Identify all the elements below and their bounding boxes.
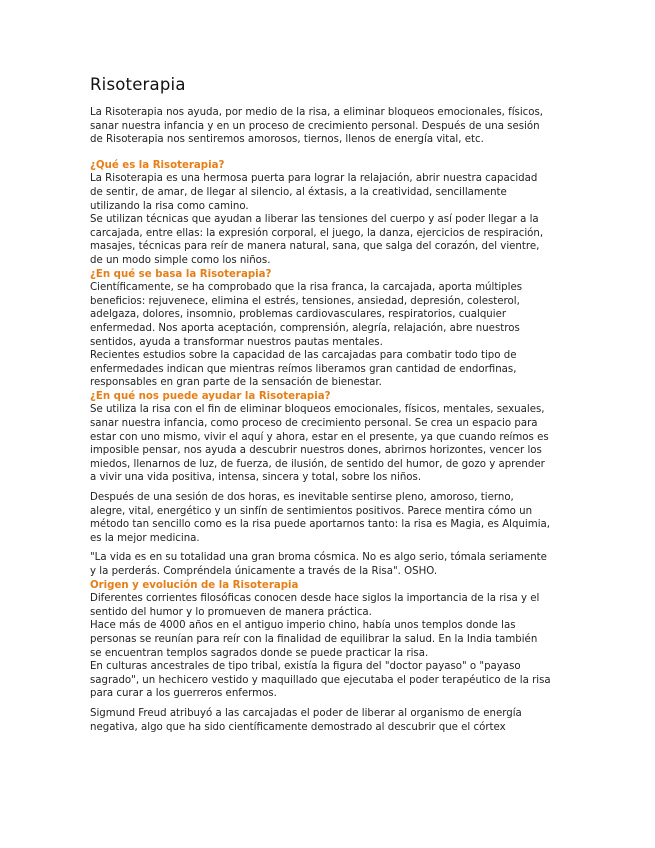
quote-paragraph: "La vida es en su totalidad una gran broma cósmica. No es algo serio, tómala seriamente y la perderás. Compréndela únicamente a través de la Risa". OSHO. (90, 552, 547, 577)
page-title: Risoterapia (90, 75, 186, 94)
section-paragraph: La Risoterapia es una hermosa puerta para lograr la relajación, abrir nuestra capacidad de sentir, de amar, de llegar al silencio, al éxtasis, a la creatividad, sencillamente utilizando la risa como camino. (90, 173, 538, 212)
section-paragraph: Hace más de 4000 años en el antiguo imperio chino, había unos templos donde las personas se reunían para reír con la finalidad de equilibrar la salud. En la India también se encuentran templos sagrados donde se puede practicar la risa. (90, 620, 538, 659)
section-paragraph: Recientes estudios sobre la capacidad de las carcajadas para combatir todo tipo de enfermedades indican que mientras reímos liberamos gran cantidad de endorfinas, responsables en gran parte de la sensación de bienestar. (90, 350, 517, 389)
section-heading-que-es: ¿Qué es la Risoterapia? (90, 159, 225, 171)
section-heading-en-que-nos-puede-ayudar: ¿En qué nos puede ayudar la Risoterapia? (90, 390, 331, 402)
section-paragraph: Se utilizan técnicas que ayudan a liberar las tensiones del cuerpo y así poder llegar a la carcajada, entre ellas: la expresión corporal, el juego, la danza, ejercicios de respiración, masajes, técnicas para reír de manera natural, sana, que salga del corazón, del vientre, de un modo simple como los niños. (90, 214, 544, 266)
section-paragraph: Sigmund Freud atribuyó a las carcajadas el poder de liberar al organismo de energía negativa, algo que ha sido científicamente demostrado al descubrir que el córtex (90, 707, 522, 733)
section-paragraph: Diferentes corrientes filosóficas conocen desde hace siglos la importancia de la risa y el sentido del humor y lo promueven de manera práctica. (90, 593, 540, 618)
intro-paragraph: La Risoterapia nos ayuda, por medio de la risa, a eliminar bloqueos emocionales, físicos, sanar nuestra infancia y en un proceso de crecimiento personal. Después de una sesión de Risoterapia nos sentiremos amorosos, tiernos, llenos de energía vital, etc. (90, 107, 544, 146)
section-paragraph: Se utiliza la risa con el fin de eliminar bloqueos emocionales, físicos, mentales, sexuales, sanar nuestra infancia, como proceso de crecimiento personal. Se crea un espacio para estar con uno mismo, vivir el aquí y ahora, estar en el presente, ya que cuando reímos es imposible pensar, nos ayuda a descubrir nuestros dones, abrirnos horizontes, vencer los miedos, llenarnos de luz, de fuerza, de ilusión, de sentido del humor, de gozo y aprender a vivir una vida positiva, intensa, sincera y total, sobre los niños. (90, 404, 549, 484)
section-paragraph: Científicamente, se ha comprobado que la risa franca, la carcajada, aporta múltiples beneficios: rejuvenece, elimina el estrés, tensiones, ansiedad, depresión, colesterol, adelgaza, dolores, insomnio, problemas cardiovasculares, respiratorios, cualquier enfermedad. Nos aporta aceptación, comprensión, alegría, relajación, abre nuestros sentidos, ayuda a transformar nuestros pautas mentales. (90, 282, 523, 348)
section-paragraph: En culturas ancestrales de tipo tribal, existía la figura del "doctor payaso" o "payaso sagrado", un hechicero vestido y maquillado que ejecutaba el poder terapéutico de la risa para curar a los guerreros enfermos. (90, 661, 551, 700)
section-paragraph: Después de una sesión de dos horas, es inevitable sentirse pleno, amoroso, tierno, alegre, vital, energético y un sinfín de sentimientos positivos. Parece mentira cómo un método tan sencillo como es la risa puede aportarnos tanto: la risa es Magia, es Alquimia, es la mejor medicina. (90, 492, 550, 544)
document-body (90, 106, 552, 734)
section-heading-origen-y-evolucion: Origen y evolución de la Risoterapia (90, 579, 299, 591)
section-heading-en-que-se-basa: ¿En qué se basa la Risoterapia? (90, 268, 272, 280)
